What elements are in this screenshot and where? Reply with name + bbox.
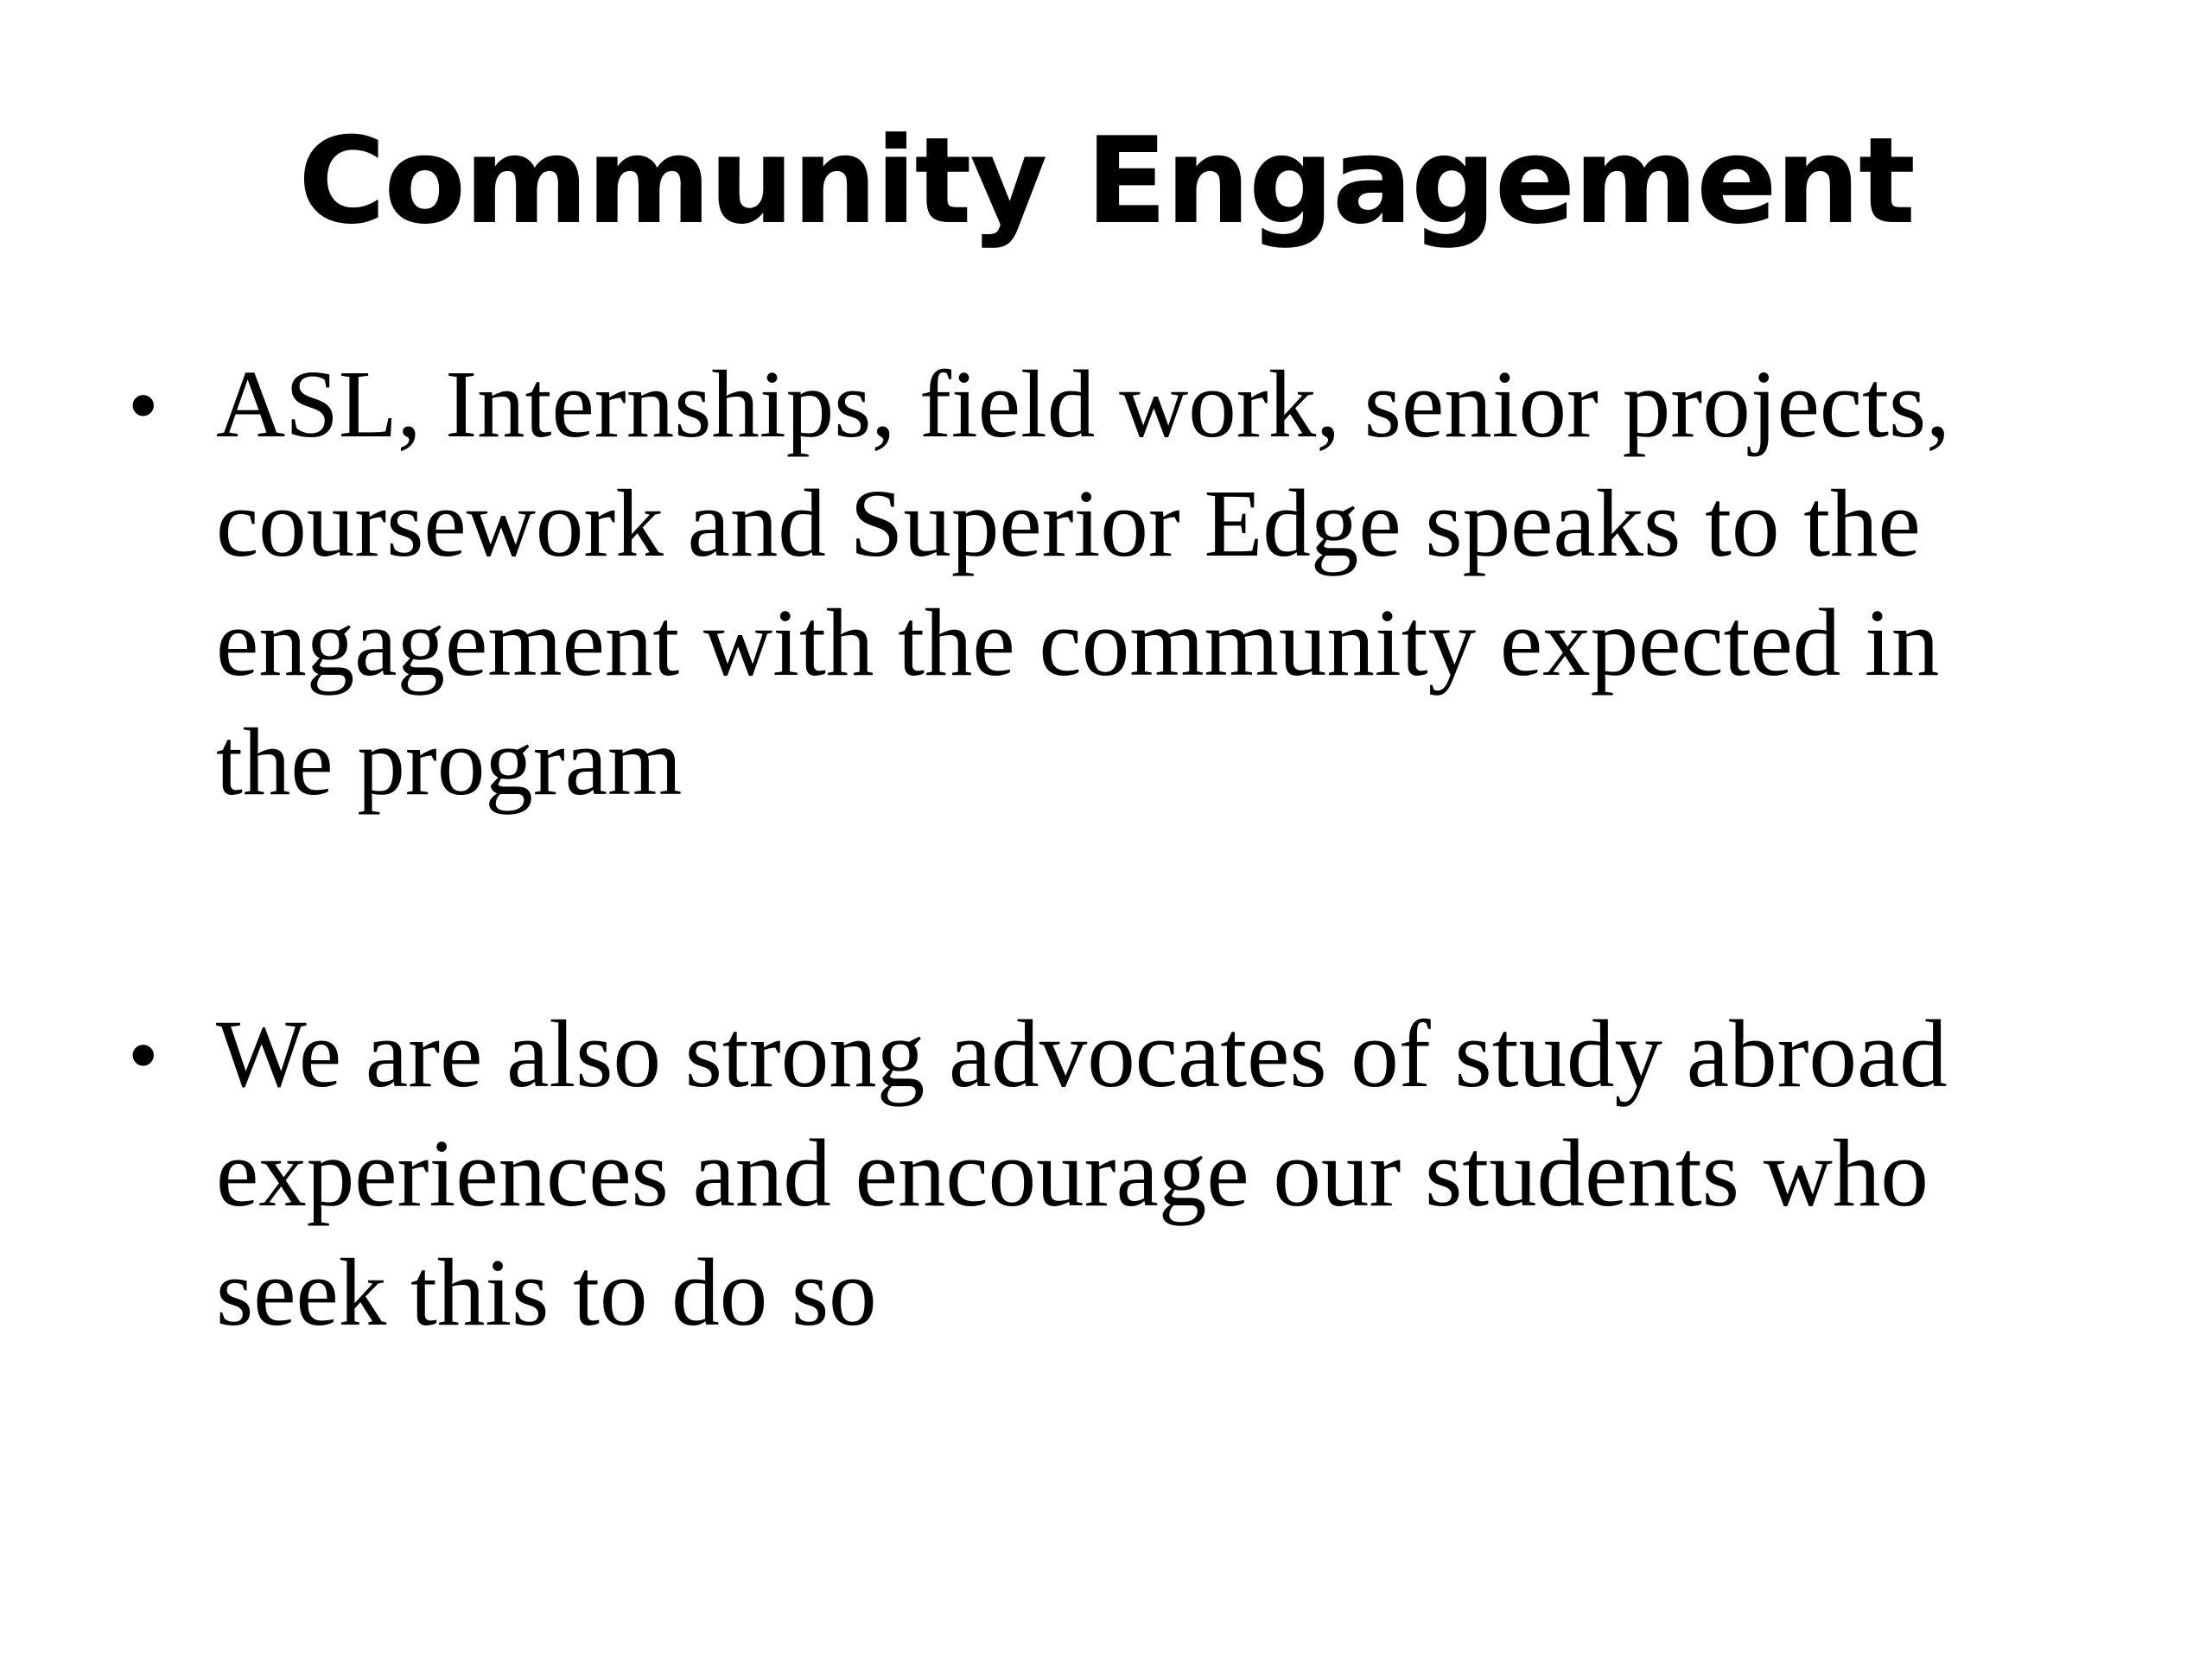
- slide-title: Community Engagement: [298, 111, 1914, 251]
- bullet-marker: •: [130, 362, 157, 448]
- bullet-item: [130, 346, 2074, 823]
- bullet-list: [130, 346, 2074, 1353]
- bullet-marker: •: [130, 1012, 157, 1098]
- bullet-text: ASL, Internships, field work, senior projects, coursework and Superior Edge speaks to the engagement with the community expected in the program: [216, 352, 1950, 816]
- bullet-text: We are also strong advocates of study abroad experiences and encourage our students who seek this to do so: [216, 1001, 1948, 1346]
- bullet-item: [130, 995, 2074, 1353]
